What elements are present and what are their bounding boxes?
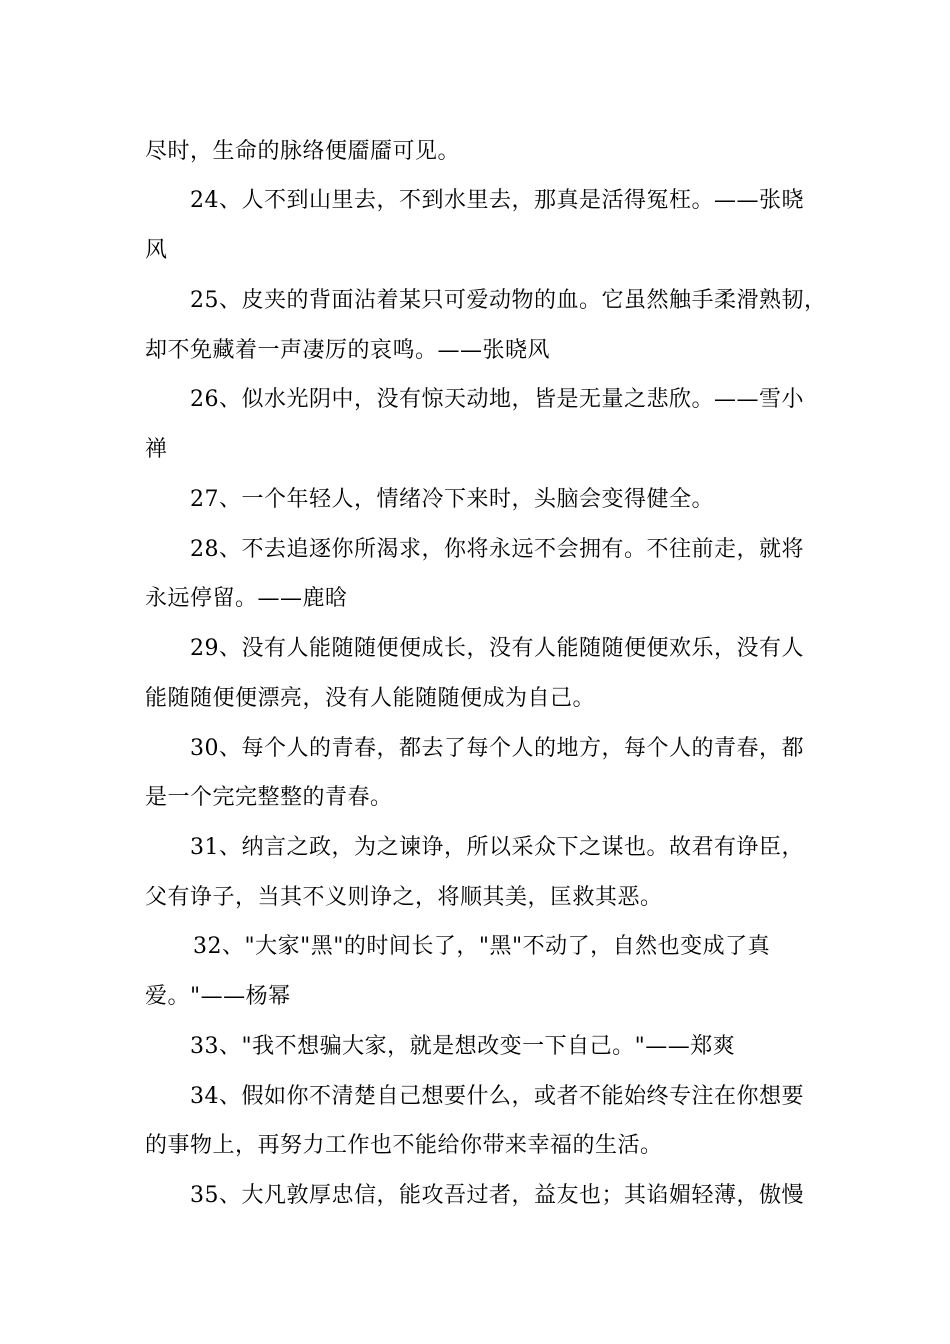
- text-line: 34、假如你不清楚自己想要什么，或者不能始终专注在你想要: [190, 1084, 804, 1109]
- text-line: 是一个完完整整的青春。: [145, 785, 393, 810]
- text-line: 能随随便便漂亮，没有人能随随便成为自己。: [145, 686, 596, 711]
- text-line: 25、皮夹的背面沾着某只可爱动物的血。它虽然触手柔滑熟韧，: [190, 288, 827, 313]
- text-line: 永远停留。——鹿晗: [145, 586, 348, 611]
- text-line: 28、不去追逐你所渴求，你将永远不会拥有。不往前走，就将: [190, 537, 804, 562]
- text-line: 26、似水光阴中，没有惊天动地，皆是无量之悲欣。——雪小: [190, 387, 804, 412]
- text-line: 的事物上，再努力工作也不能给你带来幸福的生活。: [145, 1133, 663, 1158]
- text-line: 32、"大家"黑"的时间长了，"黑"不动了，自然也变成了真: [193, 934, 771, 959]
- text-line: 35、大凡敦厚忠信，能攻吾过者，益友也；其谄媚轻薄，傲慢: [190, 1183, 804, 1208]
- text-line: 31、纳言之政，为之谏诤，所以采众下之谋也。故君有诤臣，: [190, 835, 804, 860]
- text-line: 33、"我不想骗大家，就是想改变一下自己。"——郑爽: [190, 1034, 736, 1059]
- text-line: 30、每个人的青春，都去了每个人的地方，每个人的青春，都: [190, 736, 804, 761]
- text-line: 却不免藏着一声凄厉的哀鸣。——张晓风: [145, 338, 551, 363]
- text-line: 29、没有人能随随便便成长，没有人能随随便便欢乐，没有人: [190, 636, 804, 661]
- text-line: 爱。"——杨幂: [145, 984, 291, 1009]
- text-line: 24、人不到山里去，不到水里去，那真是活得冤枉。——张晓: [190, 188, 804, 213]
- text-line: 风: [145, 238, 168, 263]
- text-line: 27、一个年轻人，情绪冷下来时，头脑会变得健全。: [190, 487, 714, 512]
- text-line: 禅: [145, 437, 168, 462]
- text-line: 父有诤子，当其不义则诤之，将顺其美，匡救其恶。: [145, 885, 663, 910]
- text-line: 尽时，生命的脉络便靥靥可见。: [145, 139, 461, 164]
